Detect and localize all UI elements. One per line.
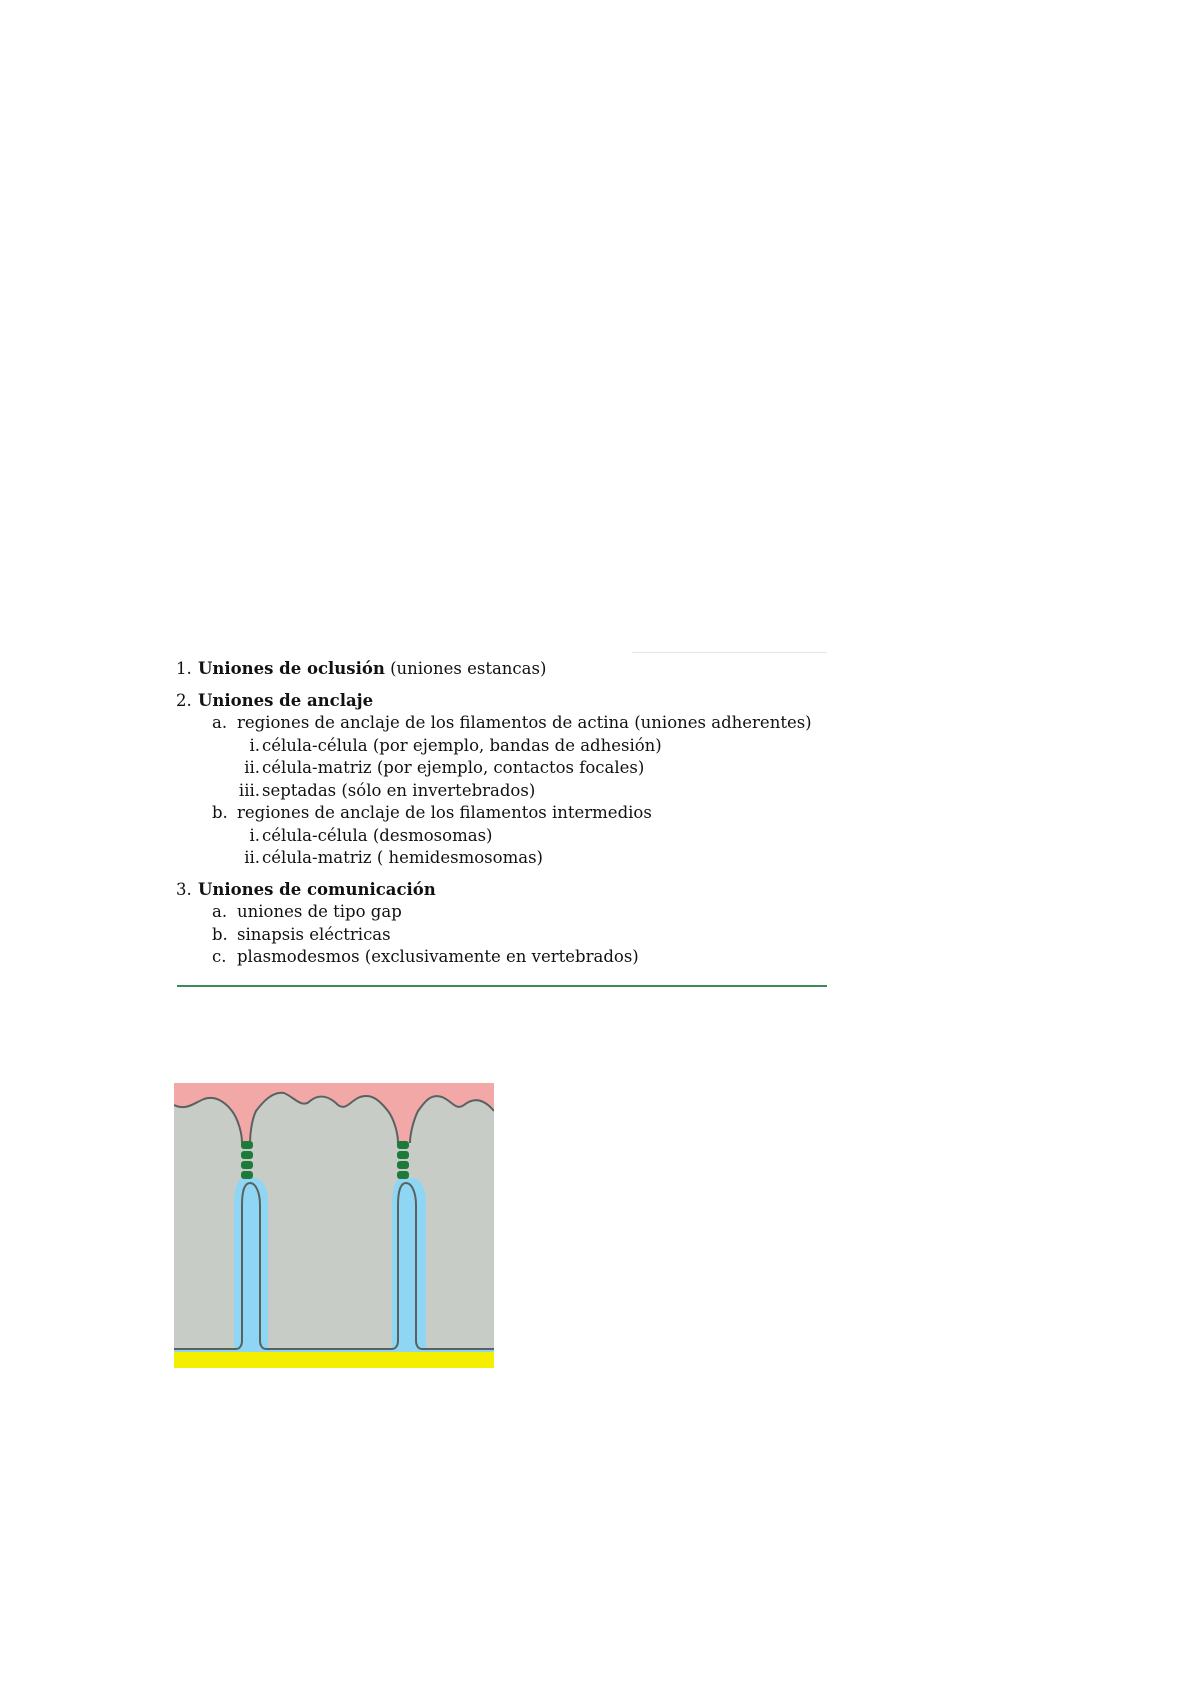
item-title: Uniones de oclusión [198, 659, 385, 678]
list-subitem-3c [176, 946, 826, 969]
bottom-rule [177, 985, 827, 987]
subitem-text: uniones de tipo gap [237, 902, 402, 921]
top-rule [632, 652, 827, 653]
cytoplasm-background [174, 1083, 494, 1368]
roman-numeral: i. [249, 825, 260, 845]
list-group-2 [176, 690, 826, 870]
item-number: 3. [176, 879, 192, 899]
list-item-3 [176, 879, 826, 902]
subitem-text: plasmodesmos (exclusivamente en vertebrados) [237, 947, 639, 966]
subitem-letter: a. [212, 902, 228, 921]
list-subitem-3b [176, 924, 826, 947]
item-title: Uniones de anclaje [198, 690, 374, 710]
subsubitem-text: célula-célula (por ejemplo, bandas de adhesión) [262, 735, 662, 755]
roman-numeral: iii. [238, 780, 260, 800]
roman-numeral: i. [249, 735, 260, 755]
list-subitem-2a [176, 712, 826, 735]
intercellular-space-left [234, 1178, 268, 1351]
list-item-1 [176, 658, 826, 681]
extracellular-matrix [174, 1352, 494, 1368]
roman-numeral: ii. [244, 758, 260, 777]
subitem-letter: c. [212, 947, 227, 966]
list-item-2 [176, 690, 826, 713]
subsubitem-text: septadas (sólo en invertebrados) [262, 780, 536, 800]
item-number: 2. [176, 690, 192, 710]
subitem-text: regiones de anclaje de los filamentos de actina (uniones adherentes) [237, 713, 812, 732]
subsubitem-text: célula-célula (desmosomas) [262, 825, 493, 845]
subsubitem-text: célula-matriz (por ejemplo, contactos focales) [262, 758, 645, 777]
item-number: 1. [176, 659, 192, 678]
list-subsubitem-2b-i [176, 825, 826, 848]
list-subsubitem-2a-ii [176, 757, 826, 780]
item-title: Uniones de comunicación [198, 879, 436, 899]
list-subsubitem-2a-i [176, 735, 826, 758]
list-subsubitem-2b-ii [176, 847, 826, 870]
list-subitem-3a [176, 901, 826, 924]
junction-classification-list [176, 658, 826, 978]
subsubitem-text: célula-matriz ( hemidesmosomas) [262, 848, 543, 867]
list-group-1 [176, 658, 826, 681]
subitem-text: regiones de anclaje de los filamentos intermedios [237, 803, 652, 822]
subitem-letter: b. [212, 924, 228, 944]
item-note: (uniones estancas) [384, 659, 547, 678]
subitem-letter: a. [212, 713, 228, 732]
list-group-3 [176, 879, 826, 969]
subitem-text: sinapsis eléctricas [237, 924, 391, 944]
list-subsubitem-2a-iii [176, 780, 826, 803]
list-subitem-2b [176, 802, 826, 825]
subitem-letter: b. [212, 803, 228, 822]
roman-numeral: ii. [244, 848, 260, 867]
epithelium-illustration [174, 1083, 494, 1368]
